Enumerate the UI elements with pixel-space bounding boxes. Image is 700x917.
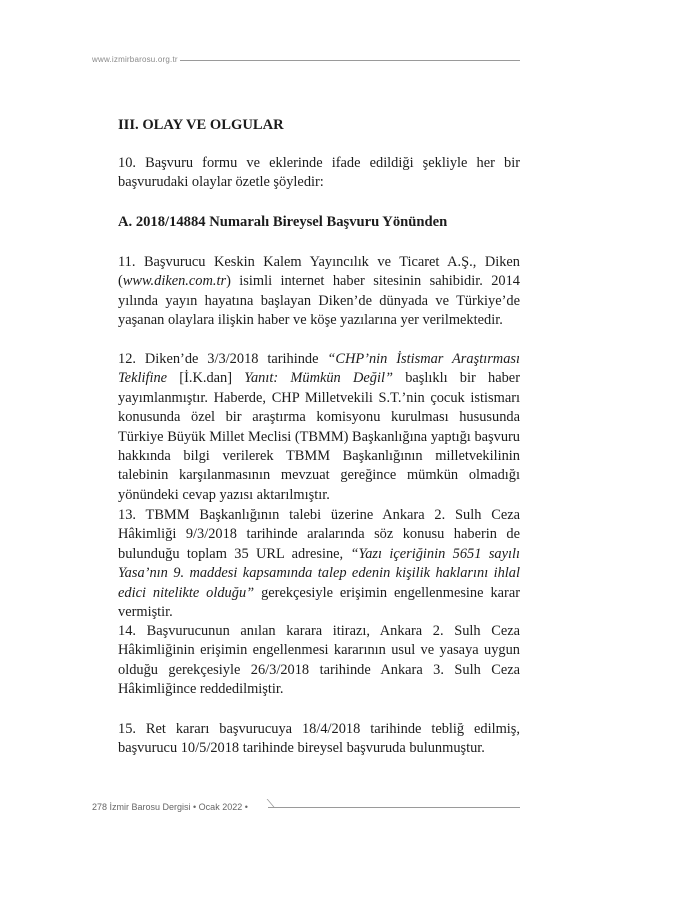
paragraph-15: 15. Ret kararı başvurucuya 18/4/2018 tarihinde tebliğ edilmiş, başvurucu 10/5/2018 tarihinde bireysel başvuruda bulunmuştur.	[118, 721, 520, 757]
footer-divider-notch	[259, 799, 275, 807]
header-url: www.izmirbarosu.org.tr	[92, 55, 178, 64]
paragraph-11-part-b: ) isimli internet haber sitesinin sahibidir. 2014 yılında yayın hayatına başlayan Diken’de dünyada ve Türkiye’de yaşanan olaylara ilişkin haber ve köşe yazılarına yer verilmektedir.	[118, 273, 520, 329]
paragraph-11-site: www.diken.com.tr	[122, 273, 227, 290]
paragraph-12-quote-2: Yanıt: Mümkün Değil”	[244, 370, 393, 387]
paragraph-10	[118, 154, 520, 193]
paragraph-11-part-a: 11. Başvurucu Keskin Kalem Yayıncılık ve Ticaret A.Ş., Diken (	[118, 254, 520, 290]
paragraph-13-quote: “Yazı içeriğinin 5651 sayılı Yasa’nın 9. maddesi kapsamında talep edenin kişilik haklarını ihlal edici nitelikte olduğu”	[118, 545, 520, 601]
paragraph-14: 14. Başvurucunun anılan karara itirazı, Ankara 2. Sulh Ceza Hâkimliğinin erişimin engellenmesi kararının usul ve yasaya uygun olduğu gerekçesiyle 26/3/2018 tarihinde Ankara 3. Sulh Ceza Hâkimliğince reddedilmiştir.	[118, 623, 520, 698]
header-rule	[180, 60, 520, 61]
paragraph-12-part-b: [İ.K.dan]	[167, 370, 245, 387]
section-title: III. OLAY VE OLGULAR	[118, 117, 284, 133]
paragraph-13	[118, 506, 520, 622]
paragraph-13-part-b: gerekçesiyle erişimin engellenmesine karar vermiştir.	[118, 584, 520, 621]
paragraph-11	[118, 253, 520, 331]
paragraph-12	[118, 350, 520, 505]
subsection-title: A. 2018/14884 Numaralı Bireysel Başvuru Yönünden	[118, 214, 448, 230]
paragraph-13-part-a: 13. TBMM Başkanlığının talebi üzerine Ankara 2. Sulh Ceza Hâkimliği 9/3/2018 tarihinde aralarında söz konusu haberin de bulunduğu toplam 35 URL adresine,	[118, 507, 520, 562]
paragraph-12-part-a: 12. Diken’de 3/3/2018 tarihinde	[118, 351, 328, 367]
footer-rule	[268, 807, 520, 808]
paragraph-10-text: 10. Başvuru formu ve eklerinde ifade edildiği şekliyle her bir başvurudaki olaylar özetle şöyledir:	[118, 155, 520, 191]
paragraph-12-quote-1: “CHP’nin İstismar Araştırması Teklifine	[118, 351, 520, 387]
footer-text: 278 İzmir Barosu Dergisi • Ocak 2022 •	[92, 802, 248, 812]
paragraph-12-part-c: başlıklı bir haber yayımlanmıştır. Haberde, CHP Milletvekili S.T.’nin çocuk istismarı konusunda özel bir araştırma komisyonu kurulması hususunda Türkiye Büyük Millet Meclisi (TBMM) Başkanlığına yaptığı başvuru hakkında bilgi verilerek TBMM Başkanlığının milletvekilinin talebinin karşılanmasının mevzuat gereğince mümkün olmadığı yönündeki cevap yazısı aktarılmıştır.	[118, 370, 520, 503]
